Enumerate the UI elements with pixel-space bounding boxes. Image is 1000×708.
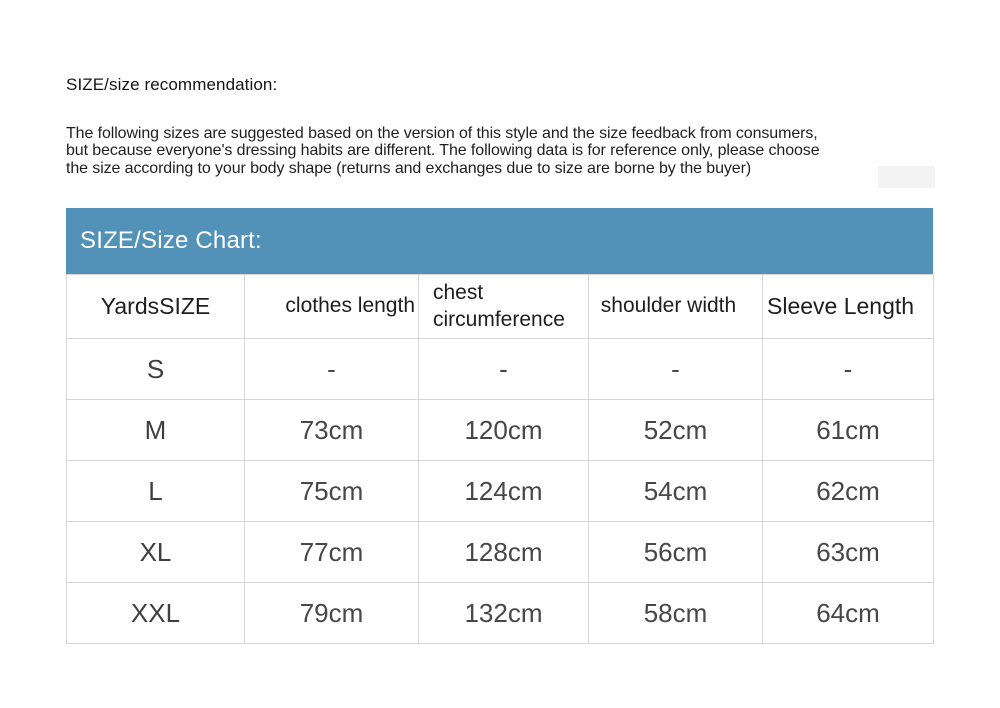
- clothes-length-value: -: [245, 339, 419, 400]
- sleeve-length-value: 61cm: [763, 400, 934, 461]
- intro-line-2: but because everyone's dressing habits are different. The following data is for reference only, please choose: [66, 142, 820, 160]
- sleeve-length-value: -: [763, 339, 934, 400]
- clothes-length-value: 73cm: [245, 400, 419, 461]
- page-title: SIZE/size recommendation:: [66, 75, 278, 94]
- shoulder-width-value: 58cm: [589, 583, 763, 644]
- size-label: M: [67, 400, 245, 461]
- table-row-xl: [67, 522, 934, 583]
- intro-paragraph: [66, 125, 820, 177]
- size-chart-title: SIZE/Size Chart:: [80, 227, 262, 254]
- table-row-s: [67, 339, 934, 400]
- intro-line-1: The following sizes are suggested based on the version of this style and the size feedback from consumers,: [66, 125, 818, 142]
- table-row-m: [67, 400, 934, 461]
- size-label: L: [67, 461, 245, 522]
- column-header-chest-circumference: chest circumference: [419, 275, 589, 339]
- size-label: XXL: [67, 583, 245, 644]
- clothes-length-value: 77cm: [245, 522, 419, 583]
- column-header-clothes-length: clothes length: [245, 275, 419, 339]
- sleeve-length-value: 62cm: [763, 461, 934, 522]
- table-row-l: [67, 461, 934, 522]
- size-label: XL: [67, 522, 245, 583]
- clothes-length-value: 75cm: [245, 461, 419, 522]
- chest-circumference-value: -: [419, 339, 589, 400]
- header-row: [67, 275, 934, 339]
- sleeve-length-value: 64cm: [763, 583, 934, 644]
- shoulder-width-value: 56cm: [589, 522, 763, 583]
- column-header-sleeve-length: Sleeve Length: [763, 275, 934, 339]
- watermark-artifact: [878, 166, 935, 188]
- intro-line-3: the size according to your body shape (returns and exchanges due to size are borne by the buyer): [66, 159, 752, 177]
- shoulder-width-value: 52cm: [589, 400, 763, 461]
- sleeve-length-value: 63cm: [763, 522, 934, 583]
- chest-circumference-value: 128cm: [419, 522, 589, 583]
- column-header-shoulder-width: shoulder width: [589, 275, 763, 339]
- shoulder-width-value: -: [589, 339, 763, 400]
- size-chart: [66, 208, 933, 644]
- size-label: S: [67, 339, 245, 400]
- column-header-yards-size: YardsSIZE: [67, 275, 245, 339]
- shoulder-width-value: 54cm: [589, 461, 763, 522]
- table-row-xxl: [67, 583, 934, 644]
- size-chart-title-bar: [66, 208, 933, 274]
- chest-circumference-value: 124cm: [419, 461, 589, 522]
- size-chart-table: [66, 274, 934, 644]
- clothes-length-value: 79cm: [245, 583, 419, 644]
- chest-circumference-value: 132cm: [419, 583, 589, 644]
- chest-circumference-value: 120cm: [419, 400, 589, 461]
